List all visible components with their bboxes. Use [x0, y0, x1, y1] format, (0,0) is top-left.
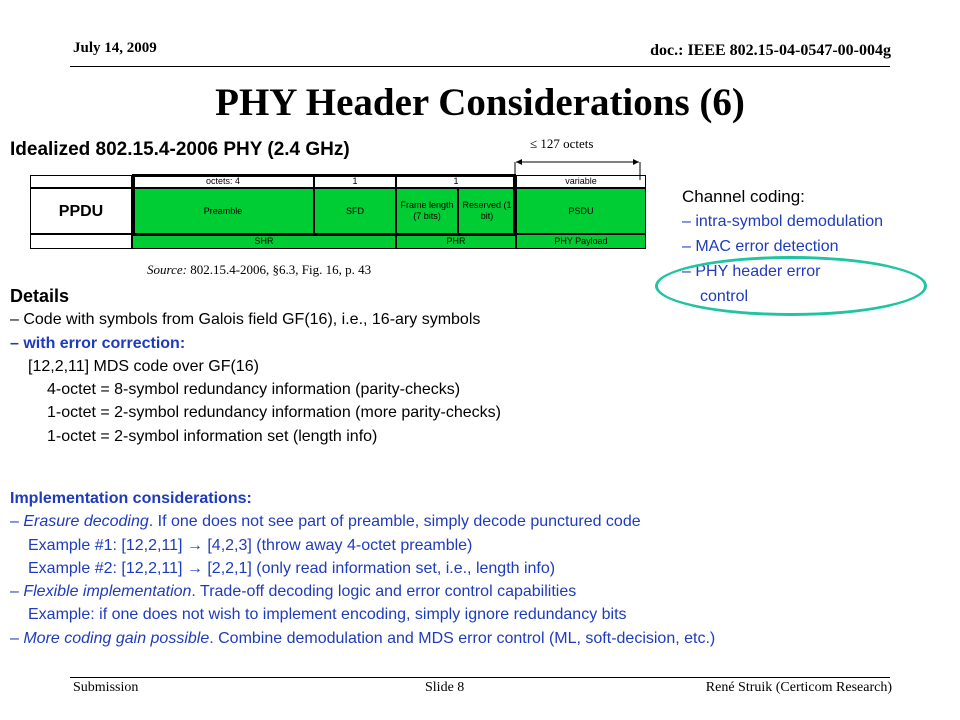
- details-line: 4-octet = 8-symbol redundancy information (parity-checks): [47, 381, 461, 399]
- implementation-line: – More coding gain possible. Combine demodulation and MDS error control (ML, soft-decision, etc.): [10, 629, 716, 647]
- ppdu-label: PPDU: [58, 202, 104, 220]
- phy-heading: Idealized 802.15.4-2006 PHY (2.4 GHz): [10, 139, 350, 160]
- channel-coding-item: control: [700, 288, 749, 305]
- field-psdu: PSDU: [516, 188, 646, 234]
- ppdu-label-cell: [30, 188, 132, 234]
- octets-phr: 1: [396, 175, 516, 188]
- implementation-block: [10, 487, 715, 650]
- implementation-line: Example #2: [12,2,11] → [2,2,1] (only read information set, i.e., length info): [28, 559, 556, 577]
- octets-note: ≤ 127 octets: [530, 136, 594, 151]
- implementation-line: – Flexible implementation. Trade-off decoding logic and error control capabilities: [10, 583, 577, 601]
- source-note: [147, 262, 371, 278]
- channel-coding-title: Channel coding:: [682, 187, 805, 206]
- channel-coding-item: – intra-symbol demodulation: [682, 213, 883, 230]
- channel-coding-item: – PHY header error: [682, 263, 821, 280]
- details-block: [10, 285, 501, 448]
- footer-author: René Struik (Certicom Research): [705, 680, 892, 695]
- field-preamble: Preamble: [132, 188, 314, 234]
- field-sfd: SFD: [314, 188, 396, 234]
- source-text: 802.15.4-2006, §6.3, Fig. 16, p. 43: [186, 262, 372, 277]
- field-reserved: Reserved (1 bit): [458, 188, 516, 234]
- footer-divider: [70, 677, 890, 678]
- highlight-oval: [655, 256, 927, 316]
- slide-title: PHY Header Considerations (6): [215, 81, 745, 124]
- footer-submission: Submission: [73, 680, 139, 695]
- ppdu-diagram: [30, 155, 650, 255]
- details-title: Details: [10, 286, 70, 306]
- details-line: – with error correction:: [10, 334, 186, 352]
- ppdu-label-top-cell: [30, 175, 132, 188]
- implementation-line: – Erasure decoding. If one does not see part of preamble, simply decode punctured code: [10, 513, 641, 531]
- group-phy-payload: PHY Payload: [516, 234, 646, 249]
- details-line: [12,2,11] MDS code over GF(16): [28, 357, 259, 375]
- ppdu-label-bottom-cell: [30, 234, 132, 249]
- header-date: July 14, 2009: [73, 40, 157, 56]
- header-divider: [70, 66, 890, 67]
- details-line: 1-octet = 2-symbol information set (length info): [47, 427, 378, 445]
- header-outline: [132, 174, 516, 236]
- implementation-title: Implementation considerations:: [10, 490, 252, 507]
- channel-coding-item: – MAC error detection: [682, 238, 839, 255]
- footer-slide-number: Slide 8: [425, 680, 465, 695]
- implementation-line: Example: if one does not wish to implement encoding, simply ignore redundancy bits: [28, 606, 627, 624]
- group-phr: PHR: [396, 234, 516, 249]
- header-doc-id: doc.: IEEE 802.15-04-0547-00-004g: [650, 42, 891, 59]
- octets-psdu: variable: [516, 175, 646, 188]
- details-line: 1-octet = 2-symbol redundancy information (more parity-checks): [47, 404, 501, 422]
- details-line: – Code with symbols from Galois field GF(16), i.e., 16-ary symbols: [10, 311, 481, 329]
- group-shr: SHR: [132, 234, 396, 249]
- implementation-line: Example #1: [12,2,11] → [4,2,3] (throw away 4-octet preamble): [28, 536, 473, 554]
- octets-sfd: 1: [314, 175, 396, 188]
- field-frame-length: Frame length (7 bits): [396, 188, 458, 234]
- source-prefix: Source:: [147, 262, 187, 277]
- octets-preamble: octets: 4: [132, 175, 314, 188]
